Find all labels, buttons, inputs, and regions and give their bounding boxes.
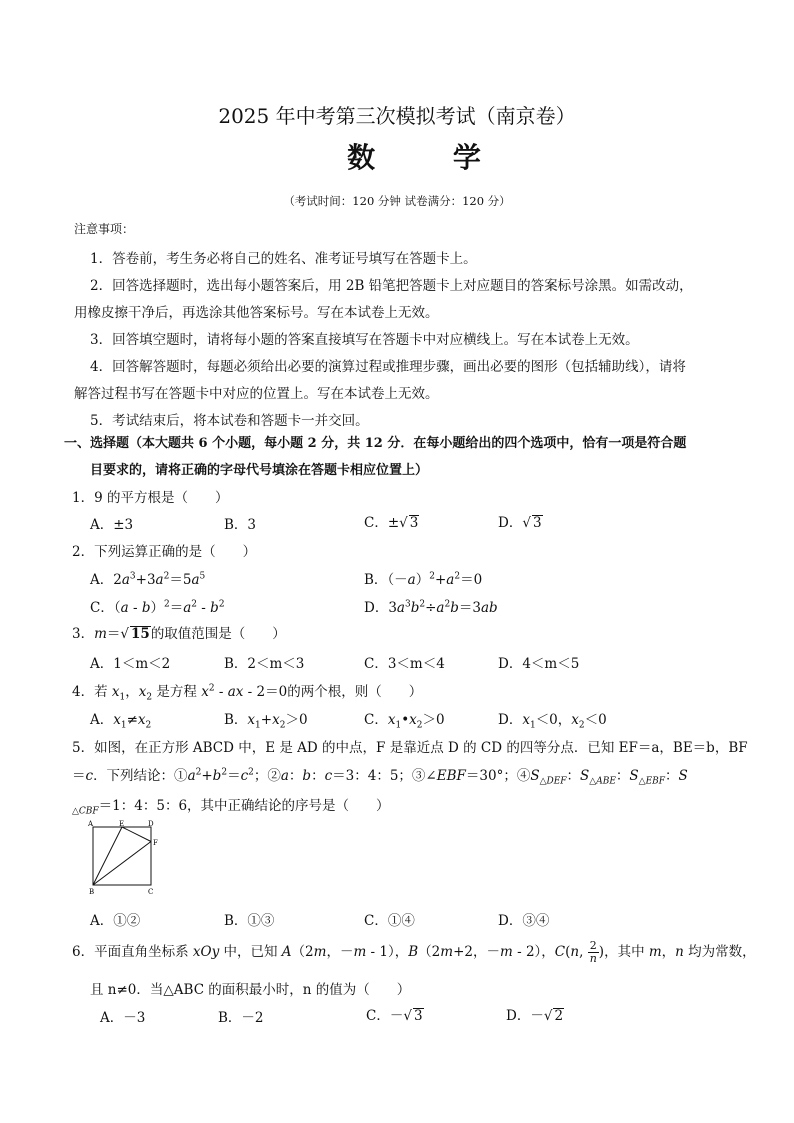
q1-option-b: B．3	[224, 517, 257, 533]
notes-heading: 注意事项：	[74, 222, 135, 236]
question-5-stem: 5．如图，在正方形 ABCD 中，E 是 AD 的中点，F 是靠近点 D 的 CD 的四等分点．已知 EF＝a，BE＝b，BF	[72, 740, 748, 756]
note-item: 用橡皮擦干净后，再选涂其他答案标号。写在本试卷上无效。	[74, 305, 439, 321]
q4-option-d: D．$x_1<0$，$x_2<0$	[498, 712, 607, 731]
q3-option-b: B．2＜m＜3	[224, 656, 305, 672]
label-d: D	[148, 820, 154, 828]
note-item: 1．答卷前，考生务必将自己的姓名、准考证号填写在答题卡上。	[90, 251, 477, 267]
question-2-stem: 2．下列运算正确的是（ ）	[72, 544, 257, 560]
question-1-stem: 1．9 的平方根是（ ）	[72, 490, 229, 506]
q6-option-b: B．－2	[218, 1010, 264, 1026]
q2-option-b: B．$(-a)^2+a^2=0$	[364, 571, 483, 588]
question-5-stem-2: ＝c．下列结论：$①a^2+b^2=c^2$；②a：b：c＝3：4：5；③∠EBF＝30°；$④S_{\triangle DEF}$：$S_{\triangle ABE}$：$S_{\triangle EBF}$：S	[72, 767, 688, 787]
q6-option-c: C．－√ 3	[366, 1008, 423, 1024]
question-6-stem-2: 且 n≠0．当△ABC 的面积最小时，n 的值为（ ）	[90, 982, 411, 998]
question-6-stem: 6．平面直角坐标系 xOy 中，已知 A（2m，－m - 1），B（2m+2，－m - 2），C(n, $\frac{2}{n}$ )，其中 m，n 均为常数，	[72, 939, 756, 966]
question-4-stem: 4．若 $x_1$，$x_2$ 是方程 $x^2$ - ax - 2＝0的两个根，则（ ）	[72, 683, 423, 703]
note-item: 解答过程书写在答题卡中对应的位置上。写在本试卷上无效。	[74, 386, 439, 402]
q5-option-d: D．③④	[498, 913, 550, 929]
q4-option-b: B．$x_1+x_2>0$	[224, 712, 308, 731]
label-c: C	[148, 888, 154, 896]
note-item: 4．回答解答题时，每题必须给出必要的演算过程或推理步骤，画出必要的图形（包括辅助线），请将	[90, 359, 686, 375]
q5-option-a: A．①②	[90, 913, 141, 929]
q6-option-d: D．－√ 2	[506, 1008, 564, 1024]
q1-option-d: D．√ 3	[498, 515, 542, 531]
subject-title: 数 学	[347, 141, 515, 174]
q2-option-c: C．$(a - b)^2=a^2 - b^2$	[90, 599, 225, 616]
section-heading: 一、选择题（本大题共 6 个小题，每小题 2 分，共 12 分．在每小题给出的四个选项中，恰有一项是符合题	[64, 436, 687, 451]
q5-option-c: C．①④	[364, 913, 415, 929]
q4-option-a: A．$x_1\ne x_2$	[90, 712, 152, 731]
exam-title: 2025 年中考第三次模拟考试（南京卷）	[218, 104, 576, 128]
exam-info: （考试时间：120 分钟 试卷满分：120 分）	[283, 194, 511, 208]
q2-option-a: A．$2a^3+3a^2=5a^5$	[90, 571, 206, 588]
q6-option-a: A．－3	[100, 1010, 146, 1026]
label-b: B	[89, 888, 95, 896]
label-f: F	[153, 839, 158, 847]
q3-option-c: C．3＜m＜4	[364, 656, 445, 672]
q1-option-c: C．±√ 3	[364, 515, 419, 531]
label-a: A	[88, 820, 94, 828]
q4-option-c: C．$x_1•x_2>0$	[364, 712, 445, 731]
q3-option-a: A．1＜m＜2	[90, 656, 171, 672]
section-heading-cont: 目要求的，请将正确的字母代号填涂在答题卡相应位置上）	[90, 463, 429, 478]
label-e: E	[119, 820, 125, 828]
note-item: 5．考试结束后，将本试卷和答题卡一并交回。	[90, 413, 369, 429]
q1-option-a: A．±3	[90, 517, 134, 533]
q5-option-b: B．①③	[224, 913, 275, 929]
question-5-stem-3: $_{\triangle CBF}$＝1：4：5：6，其中正确结论的序号是（ ）	[72, 798, 390, 817]
q3-option-d: D．4＜m＜5	[498, 656, 580, 672]
question-3-stem: 3．m＝√ 15的取值范围是（ ）	[72, 626, 286, 642]
square-abcd-figure	[86, 820, 166, 900]
note-item: 2．回答选择题时，选出每小题答案后，用 2B 铅笔把答题卡上对应题目的答案标号涂黑。如需改动，	[90, 278, 693, 294]
note-item: 3．回答填空题时，请将每小题的答案直接填写在答题卡中对应横线上。写在本试卷上无效。	[90, 332, 639, 348]
q2-option-d: D．$3a^3b^2\div a^2b=3ab$	[364, 599, 498, 616]
